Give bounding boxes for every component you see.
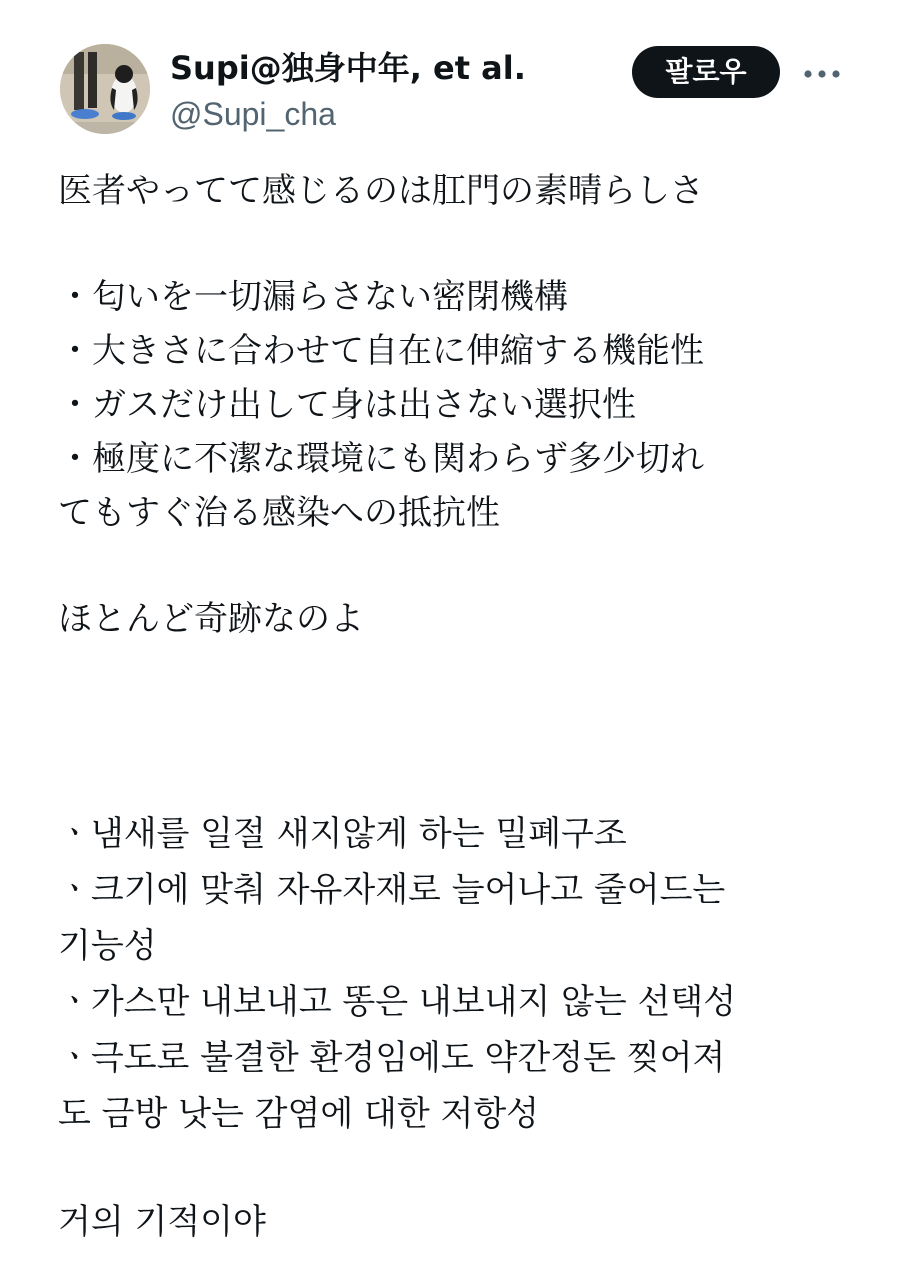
ko-bullet-2-cont: 기능성 xyxy=(58,926,157,966)
more-button[interactable] xyxy=(802,52,842,92)
ja-bullet-4: ・極度に不潔な環境にも関わらず多少切れ xyxy=(58,439,704,479)
display-name[interactable]: Supi@独身中年, et al. xyxy=(170,49,526,87)
follow-button[interactable]: 팔로우 xyxy=(632,46,780,98)
penguin-photo-icon xyxy=(60,44,150,134)
more-horizontal-icon xyxy=(802,52,842,92)
avatar[interactable] xyxy=(60,44,150,134)
handle[interactable]: @Supi_cha xyxy=(170,96,336,132)
ja-intro: 医者やってて感じるのは肛門の素晴らしさ xyxy=(58,171,704,211)
ko-bullet-2: ㆍ크기에 맞춰 자유자재로 늘어나고 줄어드는 xyxy=(58,870,726,910)
ko-bullet-1: ㆍ냄새를 일절 새지않게 하는 밀폐구조 xyxy=(58,814,627,854)
ja-bullet-2: ・大きさに合わせて自在に伸縮する機能性 xyxy=(58,331,704,371)
ko-bullet-3: ㆍ가스만 내보내고 똥은 내보내지 않는 선택성 xyxy=(58,982,737,1022)
ko-closing: 거의 기적이야 xyxy=(58,1202,266,1242)
ja-bullet-3: ・ガスだけ出して身は出さない選択性 xyxy=(58,385,636,425)
ja-bullet-4-cont: てもすぐ治る感染への抵抗性 xyxy=(58,493,500,533)
ko-bullet-4-cont: 도 금방 낫는 감염에 대한 저항성 xyxy=(58,1094,540,1134)
ja-bullet-1: ・匂いを一切漏らさない密閉機構 xyxy=(58,277,568,317)
ko-section xyxy=(58,806,848,1250)
ja-closing: ほとんど奇跡なのよ xyxy=(58,599,364,639)
tweet-text xyxy=(58,164,848,1250)
author-names xyxy=(170,48,610,134)
tweet-header xyxy=(60,44,850,136)
ko-bullet-4: ㆍ극도로 불결한 환경임에도 약간정돈 찢어져 xyxy=(58,1038,726,1078)
